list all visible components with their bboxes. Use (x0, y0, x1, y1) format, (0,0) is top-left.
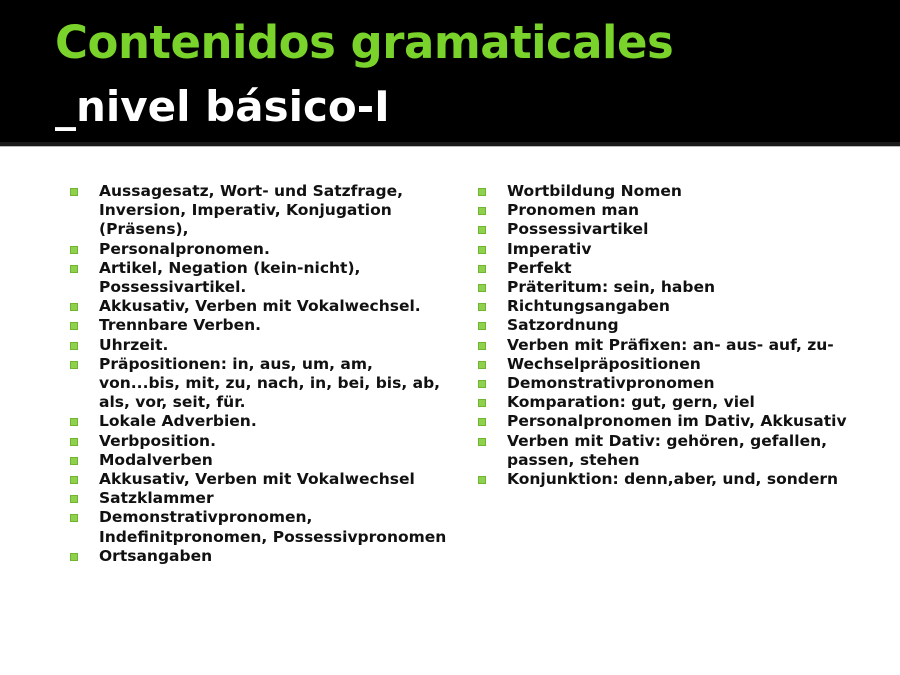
list-item: Trennbare Verben. (70, 316, 450, 335)
square-bullet-icon (478, 322, 486, 330)
square-bullet-icon (478, 342, 486, 350)
square-bullet-icon (478, 284, 486, 292)
list-item: Wortbildung Nomen (478, 182, 888, 201)
square-bullet-icon (478, 438, 486, 446)
list-item: Präpositionen: in, aus, um, am, von...bis, mit, zu, nach, in, bei, bis, ab, als, vor, seit, für. (70, 355, 450, 413)
list-item: Possessivartikel (478, 220, 888, 239)
title-divider (0, 142, 900, 147)
square-bullet-icon (70, 418, 78, 426)
list-item: Wechselpräpositionen (478, 355, 888, 374)
square-bullet-icon (70, 342, 78, 350)
list-item: Imperativ (478, 240, 888, 259)
list-item: Verben mit Dativ: gehören, gefallen, passen, stehen (478, 432, 888, 470)
square-bullet-icon (70, 265, 78, 273)
square-bullet-icon (478, 246, 486, 254)
list-item: Verbposition. (70, 432, 450, 451)
list-item: Konjunktion: denn,aber, und, sondern (478, 470, 888, 489)
list-item: Satzklammer (70, 489, 450, 508)
list-item: Komparation: gut, gern, viel (478, 393, 888, 412)
right-bullet-list (478, 182, 888, 489)
list-item: Demonstrativpronomen, Indefinitpronomen, Possessivpronomen (70, 508, 450, 546)
square-bullet-icon (478, 476, 486, 484)
square-bullet-icon (70, 495, 78, 503)
square-bullet-icon (70, 246, 78, 254)
left-bullet-list (70, 182, 450, 566)
slide-title: Contenidos gramaticales (55, 16, 674, 69)
square-bullet-icon (70, 553, 78, 561)
square-bullet-icon (70, 303, 78, 311)
list-item: Personalpronomen im Dativ, Akkusativ (478, 412, 888, 431)
title-bar (0, 0, 900, 142)
square-bullet-icon (478, 418, 486, 426)
list-item: Personalpronomen. (70, 240, 450, 259)
list-item: Richtungsangaben (478, 297, 888, 316)
square-bullet-icon (70, 476, 78, 484)
slide-subtitle: _nivel básico-I (55, 82, 390, 131)
list-item: Lokale Adverbien. (70, 412, 450, 431)
square-bullet-icon (70, 514, 78, 522)
square-bullet-icon (478, 303, 486, 311)
square-bullet-icon (70, 322, 78, 330)
list-item: Satzordnung (478, 316, 888, 335)
list-item: Präteritum: sein, haben (478, 278, 888, 297)
list-item: Modalverben (70, 451, 450, 470)
square-bullet-icon (70, 438, 78, 446)
square-bullet-icon (70, 188, 78, 196)
list-item: Akkusativ, Verben mit Vokalwechsel. (70, 297, 450, 316)
square-bullet-icon (478, 207, 486, 215)
square-bullet-icon (478, 380, 486, 388)
square-bullet-icon (478, 265, 486, 273)
square-bullet-icon (478, 399, 486, 407)
list-item: Akkusativ, Verben mit Vokalwechsel (70, 470, 450, 489)
square-bullet-icon (478, 361, 486, 369)
square-bullet-icon (478, 226, 486, 234)
list-item: Uhrzeit. (70, 336, 450, 355)
square-bullet-icon (70, 361, 78, 369)
list-item: Ortsangaben (70, 547, 450, 566)
list-item: Artikel, Negation (kein-nicht), Possessivartikel. (70, 259, 450, 297)
list-item: Aussagesatz, Wort- und Satzfrage, Inversion, Imperativ, Konjugation (Präsens), (70, 182, 450, 240)
list-item: Perfekt (478, 259, 888, 278)
list-item: Pronomen man (478, 201, 888, 220)
square-bullet-icon (478, 188, 486, 196)
list-item: Verben mit Präfixen: an- aus- auf, zu- (478, 336, 888, 355)
list-item: Demonstrativpronomen (478, 374, 888, 393)
square-bullet-icon (70, 457, 78, 465)
